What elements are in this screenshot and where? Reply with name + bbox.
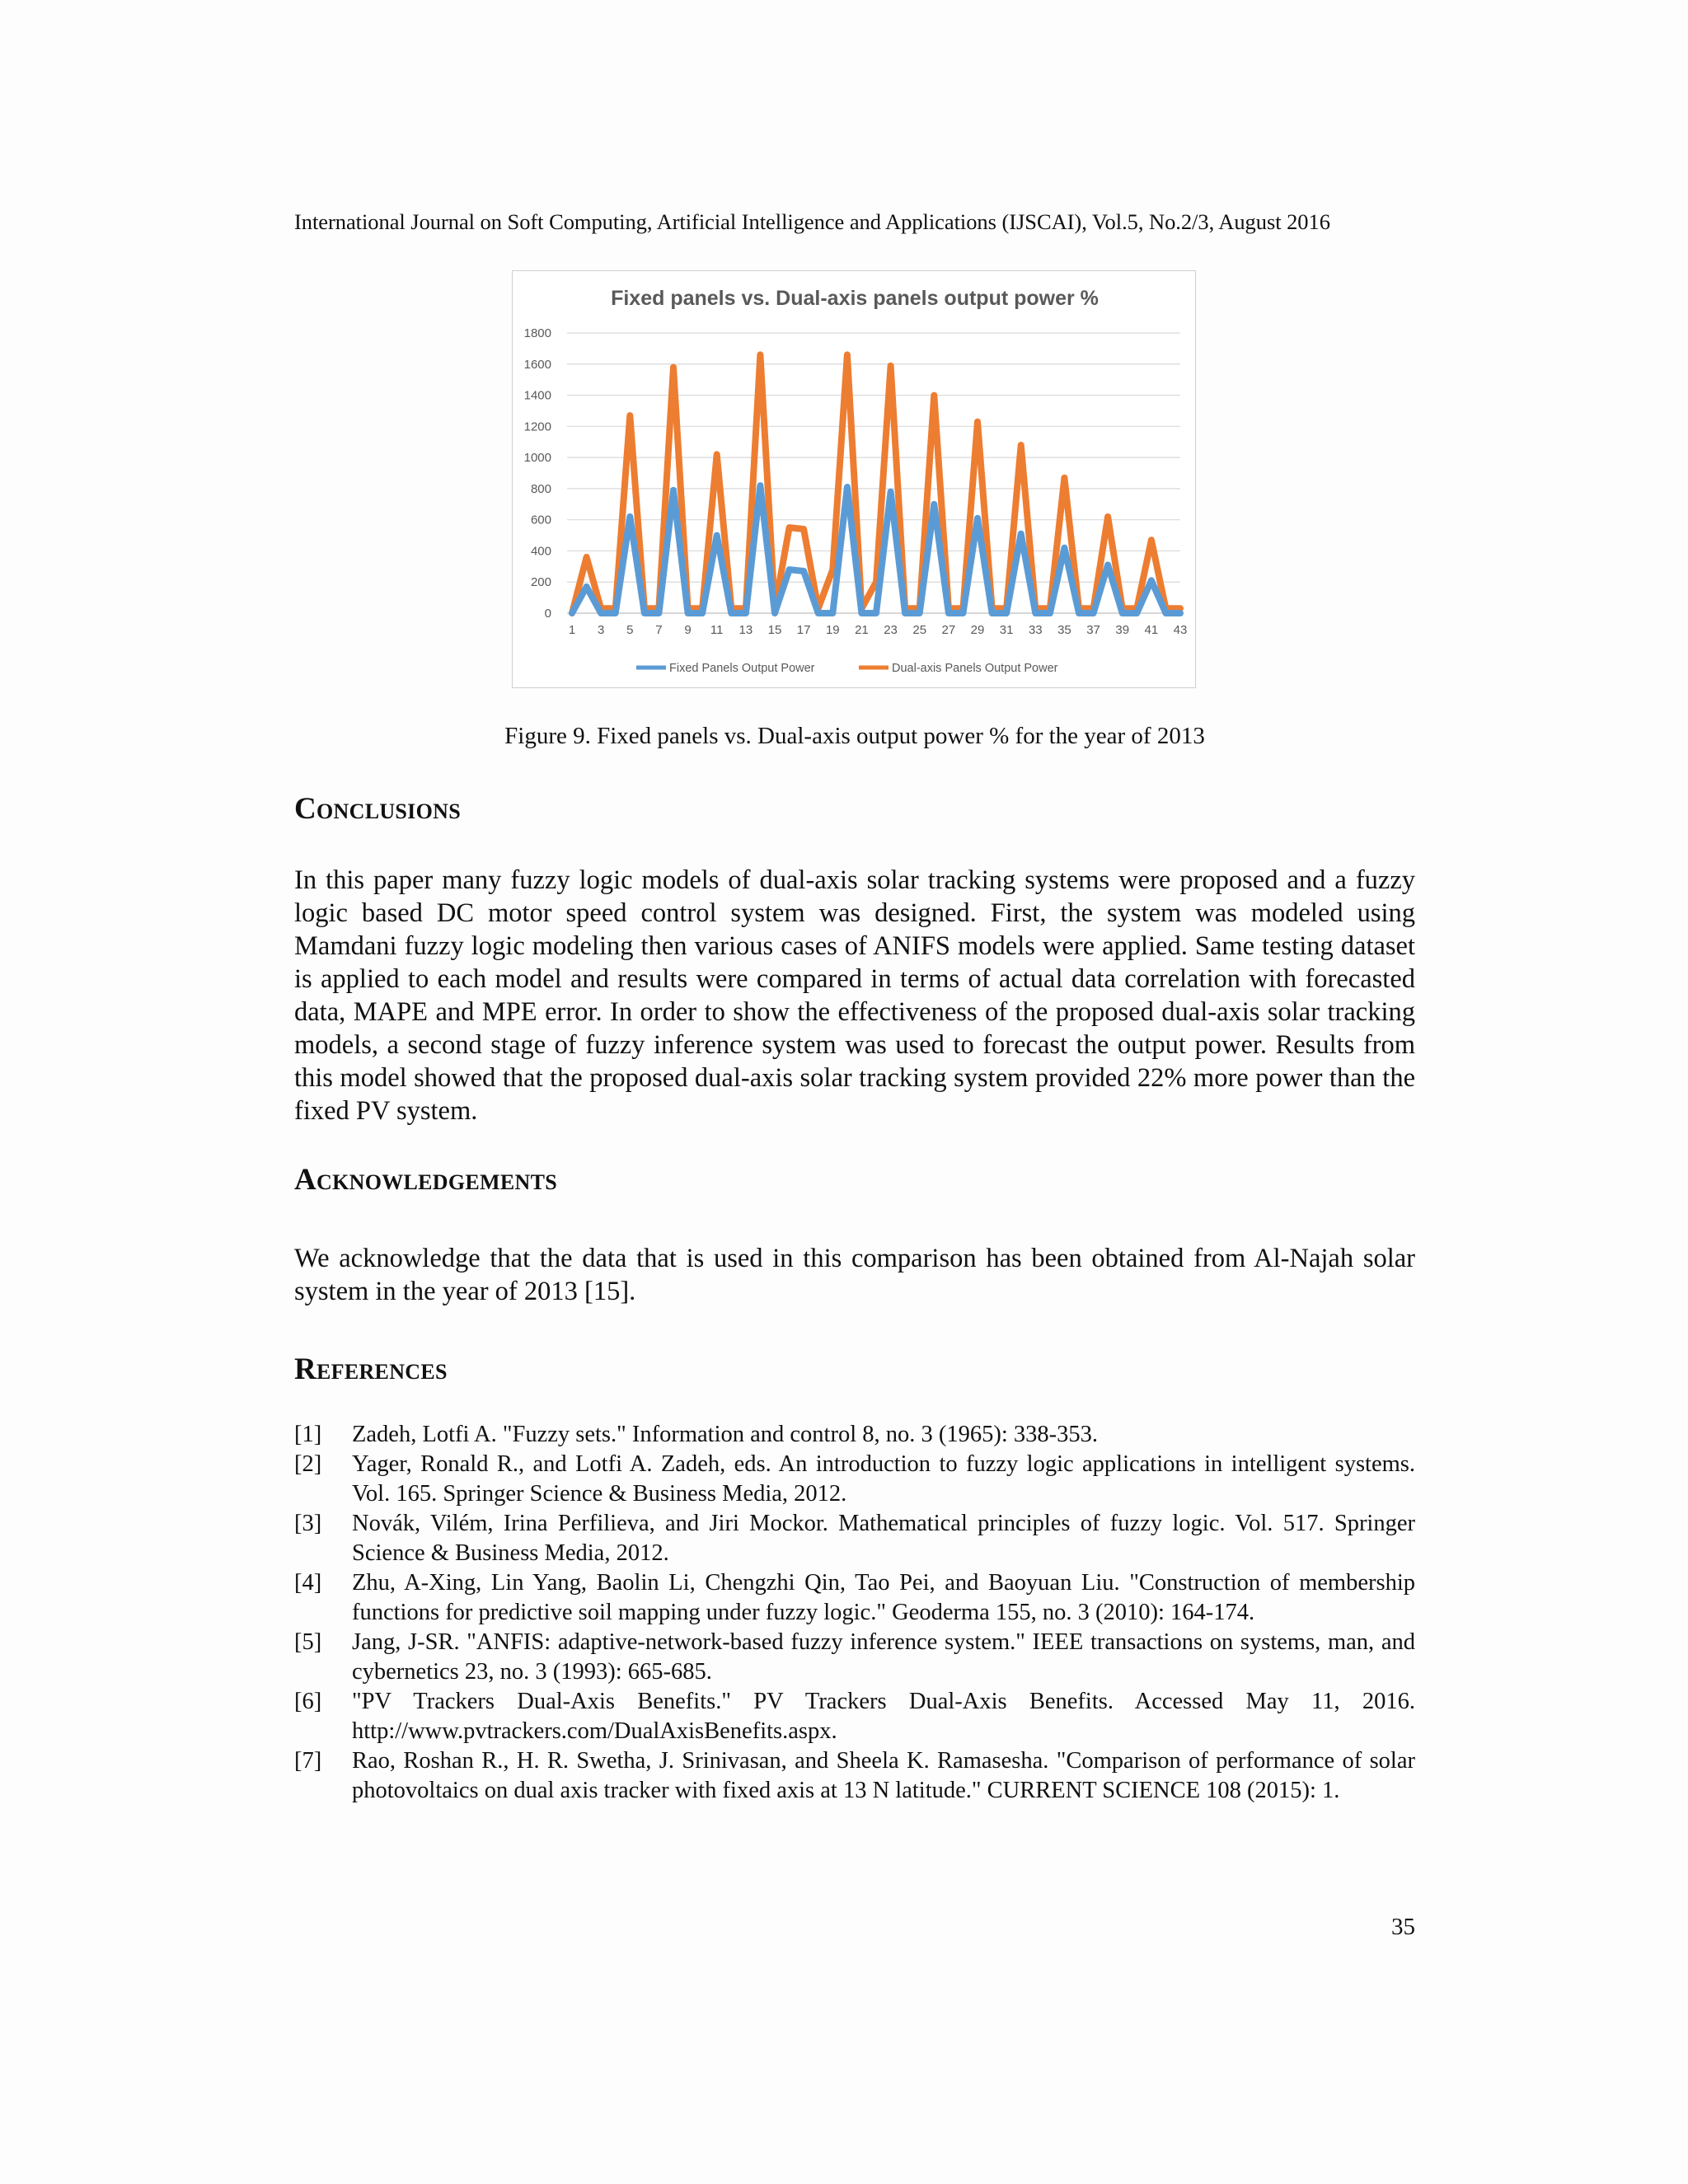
reference-number: [6] [294, 1689, 322, 1714]
acknowledgements-heading: Acknowledgements [294, 1163, 558, 1197]
x-tick-label: 37 [1086, 623, 1100, 637]
reference-number: [5] [294, 1629, 322, 1655]
x-tick-label: 41 [1144, 623, 1159, 637]
x-tick-label: 25 [912, 623, 927, 637]
reference-item [294, 1568, 1415, 1628]
reference-text: Yager, Ronald R., and Lotfi A. Zadeh, eds. An introduction to fuzzy logic applications in intelligent systems. Vol. 165. Springer Science & Business Media, 2012. [352, 1451, 1415, 1507]
x-tick-label: 43 [1173, 623, 1188, 637]
reference-text: Zhu, A-Xing, Lin Yang, Baolin Li, Chengzhi Qin, Tao Pei, and Baoyuan Liu. "Construction of membership functions for predictive soil mapping under fuzzy logic." Geoderma 155, no. 3 (2010): 164-174. [352, 1570, 1415, 1625]
y-tick-label: 800 [530, 481, 551, 496]
reference-item [294, 1509, 1415, 1568]
reference-text: Novák, Vilém, Irina Perfilieva, and Jiri Mockor. Mathematical principles of fuzzy logic. Vol. 517. Springer Science & Business Media, 2012. [352, 1511, 1415, 1566]
x-tick-label: 19 [825, 623, 840, 637]
y-tick-label: 600 [530, 513, 551, 527]
reference-number: [1] [294, 1422, 322, 1447]
page-number: 35 [1391, 1914, 1415, 1940]
y-tick-label: 1400 [523, 388, 551, 403]
x-tick-label: 27 [941, 623, 956, 637]
x-tick-label: 3 [597, 623, 605, 637]
x-tick-label: 39 [1115, 623, 1130, 637]
reference-item [294, 1746, 1415, 1806]
x-tick-label: 1 [568, 623, 576, 637]
y-tick-label: 1600 [523, 357, 551, 372]
figure-caption: Figure 9. Fixed panels vs. Dual-axis output power % for the year of 2013 [504, 723, 1205, 749]
y-tick-label: 1000 [523, 451, 551, 466]
reference-item [294, 1687, 1415, 1746]
y-tick-label: 1800 [523, 326, 551, 340]
y-tick-label: 1200 [523, 419, 551, 434]
x-tick-label: 33 [1028, 623, 1043, 637]
x-tick-label: 13 [738, 623, 753, 637]
figure-9-chart [512, 270, 1196, 688]
y-axis-ticks [524, 326, 551, 621]
reference-text: Rao, Roshan R., H. R. Swetha, J. Srinivasan, and Sheela K. Ramasesha. "Comparison of performance of solar photovoltaics on dual axis tracker with fixed axis at 13 N latitude." CURRENT SCIENCE 108 (2015): 1. [352, 1748, 1415, 1803]
references-heading: References [294, 1352, 448, 1386]
reference-list [294, 1420, 1415, 1806]
reference-number: [4] [294, 1570, 322, 1596]
line-chart [513, 271, 1197, 689]
x-tick-label: 31 [999, 623, 1014, 637]
y-tick-label: 400 [530, 544, 551, 559]
x-tick-label: 21 [855, 623, 869, 637]
conclusions-heading: Conclusions [294, 792, 461, 826]
x-tick-label: 15 [767, 623, 782, 637]
x-tick-label: 7 [655, 623, 663, 637]
reference-text: Zadeh, Lotfi A. "Fuzzy sets." Information and control 8, no. 3 (1965): 338-353. [352, 1422, 1099, 1447]
chart-series [572, 354, 1180, 613]
reference-text: "PV Trackers Dual-Axis Benefits." PV Trackers Dual-Axis Benefits. Accessed May 11, 2016. http://www.pvtrackers.com/DualAxisBenefits.aspx. [352, 1689, 1415, 1744]
x-tick-label: 9 [684, 623, 692, 637]
y-tick-label: 200 [530, 575, 551, 590]
x-tick-label: 5 [626, 623, 634, 637]
legend-label: Fixed Panels Output Power [669, 662, 815, 675]
conclusions-paragraph: In this paper many fuzzy logic models of dual-axis solar tracking systems were proposed and a fuzzy logic based DC motor speed control system was designed. First, the system was modeled using Mamdani fuzzy logic modeling then various cases of ANIFS models were applied. Same testing dataset is applied to each model and results were compared in terms of actual data correlation with forecasted data, MAPE and MPE error. In order to show the effectiveness of the proposed dual-axis solar tracking models, a second stage of fuzzy inference system was used to forecast the output power. Results from this model showed that the proposed dual-axis solar tracking system provided 22% more power than the fixed PV system. [294, 865, 1415, 1126]
reference-item [294, 1450, 1415, 1509]
acknowledgements-paragraph: We acknowledge that the data that is used in this comparison has been obtained from Al-Najah solar system in the year of 2013 [15]. [294, 1244, 1415, 1306]
chart-legend [636, 662, 1058, 675]
reference-item [294, 1420, 1415, 1450]
chart-title: Fixed panels vs. Dual-axis panels output power % [611, 287, 1099, 310]
reference-number: [3] [294, 1511, 322, 1536]
y-tick-label: 0 [544, 607, 551, 621]
x-tick-label: 17 [796, 623, 811, 637]
x-axis-ticks [569, 623, 1188, 637]
reference-number: [2] [294, 1451, 322, 1477]
x-tick-label: 35 [1057, 623, 1071, 637]
reference-item [294, 1628, 1415, 1687]
x-tick-label: 23 [884, 623, 898, 637]
reference-text: Jang, J-SR. "ANFIS: adaptive-network-based fuzzy inference system." IEEE transactions on systems, man, and cybernetics 23, no. 3 (1993): 665-685. [352, 1629, 1415, 1685]
reference-number: [7] [294, 1748, 322, 1774]
x-tick-label: 29 [970, 623, 985, 637]
x-tick-label: 11 [710, 623, 724, 637]
legend-label: Dual-axis Panels Output Power [892, 662, 1058, 675]
running-header: International Journal on Soft Computing, Artificial Intelligence and Applications (IJSCAI), Vol.5, No.2/3, August 2016 [294, 209, 1330, 234]
